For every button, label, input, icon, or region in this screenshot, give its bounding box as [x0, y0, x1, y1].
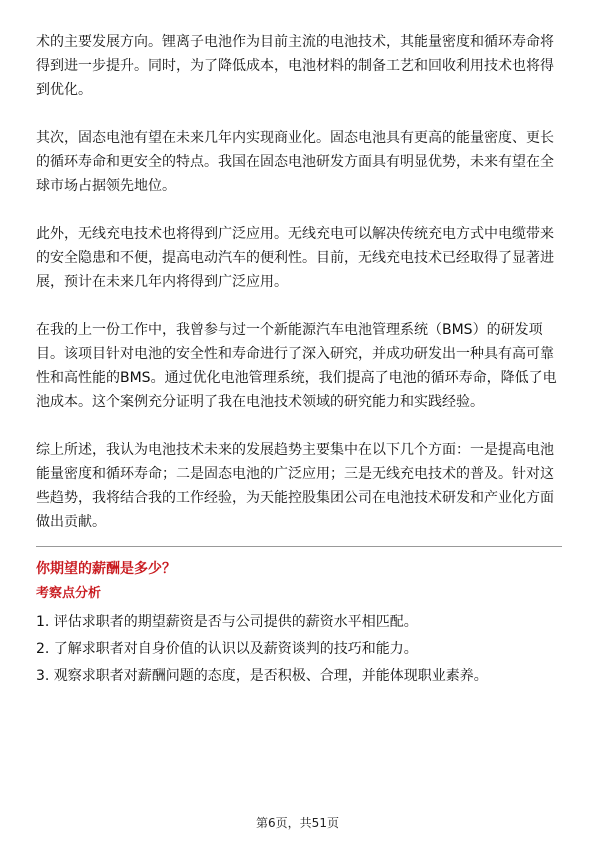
- page-number: 第6页，共51页: [256, 816, 339, 830]
- analysis-point-3: 3. 观察求职者对薪酬问题的态度，是否积极、合理，并能体现职业素养。: [36, 668, 488, 684]
- paragraph-2: 其次，固态电池有望在未来几年内实现商业化。固态电池具有更高的能量密度、更长的循环寿命和更安全的特点。我国在固态电池研发方面具有明显优势，未来有望在全球市场占据领先地位。: [36, 130, 554, 194]
- page-content: [36, 30, 562, 690]
- analysis-list: [36, 609, 562, 690]
- section-divider: [36, 546, 562, 547]
- analysis-point-1: 1. 评估求职者的期望薪资是否与公司提供的薪资水平相匹配。: [36, 614, 418, 630]
- paragraph-1: 术的主要发展方向。锂离子电池作为目前主流的电池技术，其能量密度和循环寿命将得到进一步提升。同时，为了降低成本，电池材料的制备工艺和回收利用技术也将得到优化。: [36, 34, 554, 98]
- paragraph-4: 在我的上一份工作中，我曾参与过一个新能源汽车电池管理系统（BMS）的研发项目。该项目针对电池的安全性和寿命进行了深入研究，并成功研发出一种具有高可靠性和高性能的BMS。通过优化电池管理系统，我们提高了电池的循环寿命，降低了电池成本。这个案例充分证明了我在电池技术领域的研究能力和实践经验。: [36, 322, 557, 410]
- analysis-heading: 考察点分析: [36, 586, 102, 601]
- question-heading: 你期望的薪酬是多少？: [36, 561, 176, 577]
- paragraph-5: 综上所述，我认为电池技术未来的发展趋势主要集中在以下几个方面：一是提高电池能量密度和循环寿命；二是固态电池的广泛应用；三是无线充电技术的普及。针对这些趋势，我将结合我的工作经验，为天能控股集团公司在电池技术研发和产业化方面做出贡献。: [36, 442, 554, 530]
- paragraph-3: 此外，无线充电技术也将得到广泛应用。无线充电可以解决传统充电方式中电缆带来的安全隐患和不便，提高电动汽车的便利性。目前，无线充电技术已经取得了显著进展，预计在未来几年内将得到广泛应用。: [36, 226, 554, 290]
- analysis-point-2: 2. 了解求职者对自身价值的认识以及薪资谈判的技巧和能力。: [36, 641, 418, 657]
